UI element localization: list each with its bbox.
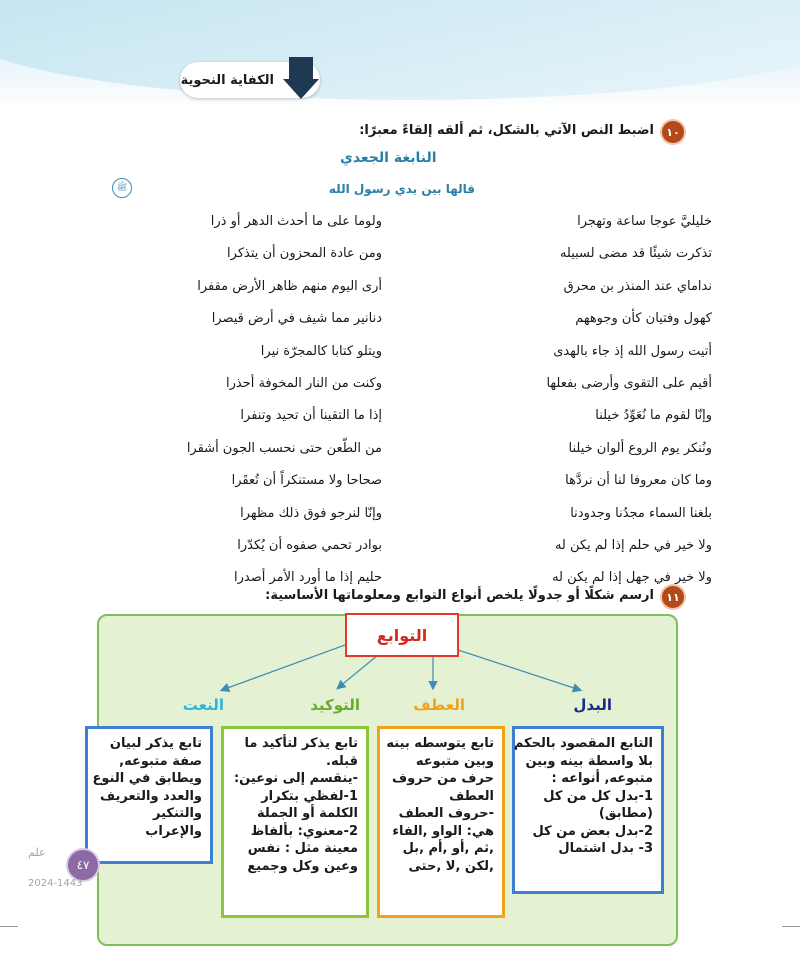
verse-first-hemistich: أقيم على التقوى وأرضى بفعلها [546,376,712,391]
category-line: وعين وكل وجميع [247,858,358,874]
verse-second-hemistich: وإنّا لنرجو فوق ذلك مظهرا [240,505,382,521]
poet-name: النابغة الجعدي [340,150,437,166]
category-line: والإعراب [145,823,202,839]
section-tab-label: الكفاية النحوية [180,72,274,88]
category-box [512,726,664,894]
down-arrow-icon [281,53,321,103]
category-line: -ينقسم إلى نوعين: [233,771,358,787]
verse-first-hemistich: بلغنا السماء مجدُنا وجدودنا [570,505,712,521]
crop-mark [0,926,18,927]
category-line: 1-بدل كل من كل [543,788,653,804]
page-number: ٤٧ [66,848,100,882]
category-line: ,ثم ,أو ,أم ,بل [402,841,494,857]
verse-second-hemistich: دنانير مما شيف في أرض قيصرا [211,311,382,327]
verse-second-hemistich: ولوما على ما أحدث الدهر أو ذرا [210,214,382,229]
verse-second-hemistich: وكنت من النار المخوفة أحذرا [225,376,382,391]
category-line: تابع يتوسطه بينه [386,736,494,751]
category-line: والعدد والتعريف [100,788,202,804]
verse-first-hemistich: ولا خير في حلم إذا لم يكن له [554,538,712,553]
crop-mark [782,926,800,927]
verse-first-hemistich: ولا خير في جهل إذا لم يكن له [552,570,712,586]
category-line: الكلمة أو الجملة [256,806,358,822]
category-line: حرف من حروف [392,771,494,787]
verse-first-hemistich: وما كان معروفا لنا أن نردَّها [565,473,712,489]
verse-second-hemistich: ويتلو كتابا كالمجرّة نيرا [260,343,382,359]
category-line: ,لكن ,لا ,حتى [408,858,494,874]
honorific-symbol-icon: ﷺ [112,178,132,198]
verse-second-hemistich: ومن عادة المحزون أن يتذكرا [227,246,382,262]
category-line: صفة متبوعه, [119,753,202,769]
header-background [0,0,800,110]
verse-second-hemistich: حليم إذا ما أورد الأمر أصدرا [234,570,382,586]
category-line: التابع المقصود بالحكم [513,736,653,751]
category-title: العطف [413,696,465,714]
verse-second-hemistich: أرى اليوم منهم ظاهر الأرض مقفرا [197,278,382,294]
verse-second-hemistich: صحاحا ولا مستنكراً أن تُعقَرا [231,473,382,489]
category-box [221,726,369,918]
category-line: قبله. [326,753,358,769]
category-line: وبين متبوعه [415,753,494,769]
verse-first-hemistich: تذكرت شيئًا قد مضى لسبيله [559,246,712,262]
verse-first-hemistich: ونُنكر يوم الروع ألوان خيلنا [568,440,712,456]
question-number-badge: ١١ [662,586,684,608]
category-box [85,726,213,864]
verse-first-hemistich: خليليَّ عوجا ساعة وتهجرا [577,214,712,229]
verse-second-hemistich: بوادر تحمي صفوه أن يُكدّرا [237,538,382,553]
poem-occasion: قالها بين يدي رسول الله [328,182,475,196]
verse-first-hemistich: كهول وفتيان كأن وجوههم [575,311,712,327]
question-instruction: ارسم شكلًا أو جدولًا يلخص أنواع التوابع ومعلوماتها الأساسية: [265,588,654,603]
category-title: البدل [573,696,612,714]
category-line: (مطابق) [598,806,653,822]
publisher-logo: علم [28,846,46,859]
category-line: 2-بدل بعض من كل [532,823,653,839]
category-line: بلا واسطة بينه وبين [525,753,653,769]
category-line: العطف [449,788,494,804]
category-line: ويطابق في النوع [92,771,202,787]
category-title: التوكيد [310,696,360,714]
edition-year: 2024-1443 [28,878,83,889]
category-line: متبوعه, أنواعه : [551,771,653,787]
verse-second-hemistich: إذا ما التقينا أن تحيد وتنفرا [240,408,382,424]
verse-first-hemistich: وإنّا لقوم ما نُعَوِّدُ خيلنا [595,408,712,424]
category-line: هي: الواو ,الفاء [392,823,494,839]
category-line: 3- بدل اشتمال [558,841,653,857]
category-line: تابع يذكر لتأكيد ما [244,736,358,751]
verse-first-hemistich: نداماي عند المنذر بن محرق [563,278,712,294]
category-title: النعت [182,696,224,714]
category-line: 1-لفظي بتكرار [261,788,358,804]
question-instruction: اضبط النص الآتي بالشكل، ثم ألقه إلقاءً معبرًا: [359,123,654,138]
verse-second-hemistich: من الطّعن حتى نحسب الجون أشقرا [186,440,382,456]
verse-first-hemistich: أتيت رسول الله إذ جاء بالهدى [553,343,712,359]
category-line: تابع يذكر لبيان [109,736,202,751]
diagram-root: التوابع [345,613,459,657]
category-line: معينة مثل : نفس [247,841,358,857]
category-line: -حروف العطف [398,806,494,822]
category-line: 2-معنوي: بألفاظ [250,823,358,839]
question-number-badge: ١٠ [662,121,684,143]
category-box [377,726,505,918]
category-line: والتنكير [153,806,202,822]
